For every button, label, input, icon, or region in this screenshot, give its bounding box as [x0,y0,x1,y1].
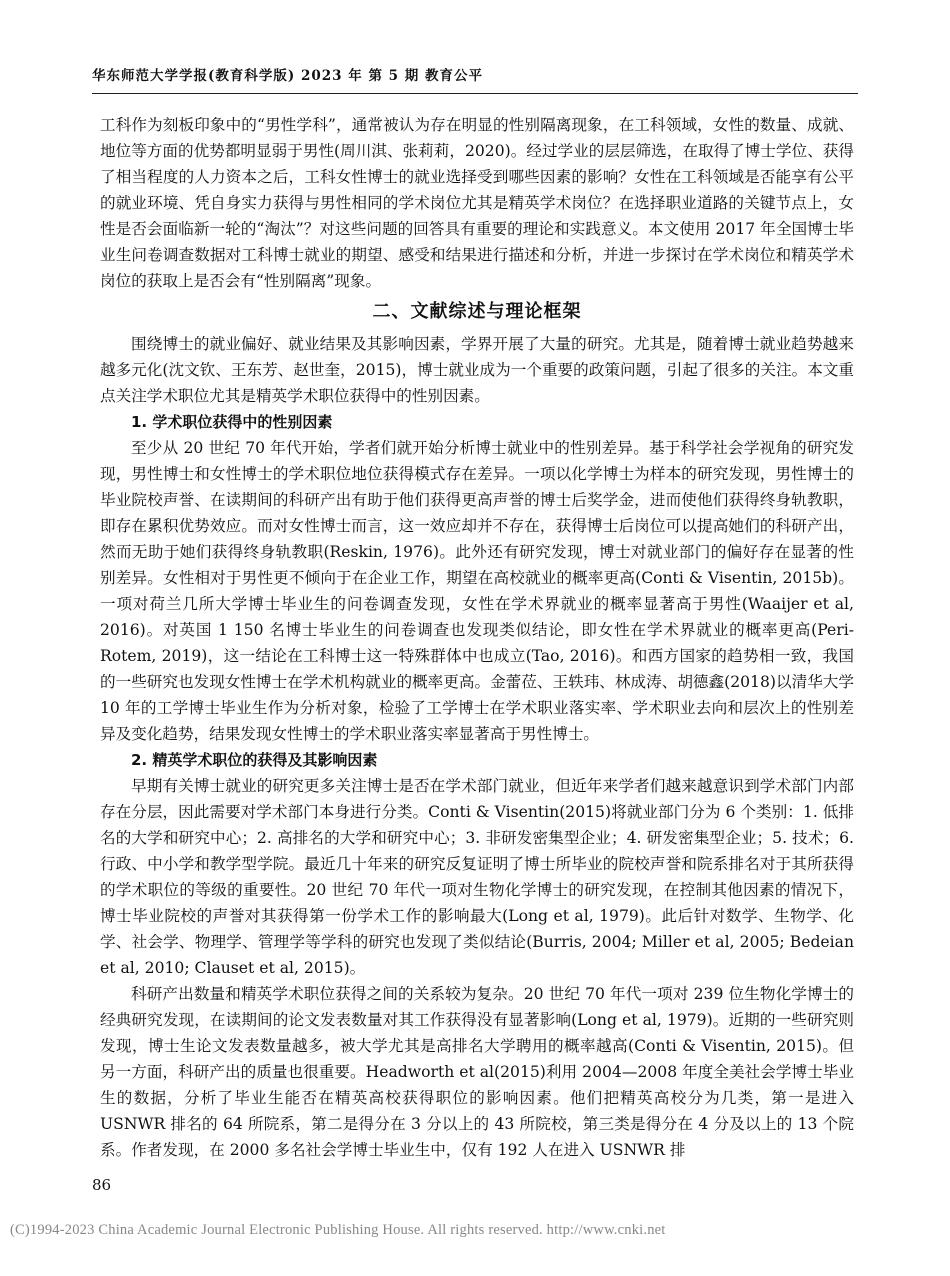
section-title: 二、文献综述与理论框架 [372,301,582,322]
subsection-title-1: 1. 学术职位获得中的性别因素 [131,413,333,431]
intro-paragraph: 工科作为刻板印象中的“男性学科”，通常被认为存在明显的性别隔离现象，在工科领域，女性的数量、成就、地位等方面的优势都明显弱于男性(周川淇、张莉莉，2020)。经过学业的层层筛选，在取得了博士学位、获得了相当程度的人力资本之后，工科女性博士的就业选择受到哪些因素的影响？女性在工科领域是否能享有公平的就业环境、凭自身实力获得与男性相同的学术岗位尤其是精英学术岗位？在选择职业道路的关键节点上，女性是否会面临新一轮的“淘汰”？对这些问题的回答具有重要的理论和实践意义。本文使用 2017 年全国博士毕业生问卷调查数据对工科博士就业的期望、感受和结果进行描述和分析，并进一步探讨在学术岗位和精英学术岗位的获取上是否会有“性别隔离”现象。 [100,116,854,290]
subsection-2-paragraph-2: 科研产出数量和精英学术职位获得之间的关系较为复杂。20 世纪 70 年代一项对 239 位生物化学博士的经典研究发现，在读期间的论文发表数量对其工作获得没有显著影响(Long et al, 1979)。近期的一些研究则发现，博士生论文发表数量越多，被大学尤其是高排名大学聘用的概率越高(Conti & Visentin, 2015)。但另一方面，科研产出的质量也很重要。Headworth et al(2015)利用 2004—2008 年度全美社会学博士毕业生的数据，分析了毕业生能否在精英高校获得职位的影响因素。他们把精英高校分为几类，第一是进入 USNWR 排名的 64 所院系，第二是得分在 3 分以上的 43 所院校，第三类是得分在 4 分及以上的 13 个院系。作者发现，在 2000 多名社会学博士毕业生中，仅有 192 人在进入 USNWR 排 [100,985,854,1159]
article-body [100,112,854,1163]
lit-intro-paragraph: 围绕博士的就业偏好、就业结果及其影响因素，学界开展了大量的研究。尤其是，随着博士就业趋势越来越多元化(沈文钦、王东芳、赵世奎，2015)，博士就业成为一个重要的政策问题，引起了很多的关注。本文重点关注学术职位尤其是精英学术职位获得中的性别因素。 [100,335,854,405]
header-rule [92,93,858,94]
subsection-2-paragraph-1: 早期有关博士就业的研究更多关注博士是否在学术部门就业，但近年来学者们越来越意识到学术部门内部存在分层，因此需要对学术部门本身进行分类。Conti & Visentin(2015)将就业部门分为 6 个类别：1. 低排名的大学和研究中心；2. 高排名的大学和研究中心；3. 非研发密集型企业；4. 研发密集型企业；5. 技术；6. 行政、中小学和教学型学院。最近几十年来的研究反复证明了博士所毕业的院校声誉和院系排名对于其所获得的学术职位的等级的重要性。20 世纪 70 年代一项对生物化学博士的研究发现，在控制其他因素的情况下，博士毕业院校的声誉对其获得第一份学术工作的影响最大(Long et al, 1979)。此后针对数学、生物学、化学、社会学、物理学、管理学等学科的研究也发现了类似结论(Burris, 2004; Miller et al, 2005; Bedeian et al, 2010; Clauset et al, 2015)。 [100,777,854,977]
subsection-title-2: 2. 精英学术职位的获得及其影响因素 [131,751,378,769]
page-number: 86 [92,1176,112,1194]
running-header: 华东师范大学学报(教育科学版) 2023 年 第 5 期 教育公平 [92,68,483,84]
subsection-1-paragraph: 至少从 20 世纪 70 年代开始，学者们就开始分析博士就业中的性别差异。基于科学社会学视角的研究发现，男性博士和女性博士的学术职位地位获得模式存在差异。一项以化学博士为样本的研究发现，男性博士的毕业院校声誉、在读期间的科研产出有助于他们获得更高声誉的博士后奖学金，进而使他们获得终身轨教职，即存在累积优势效应。而对女性博士而言，这一效应却并不存在，获得博士后岗位可以提高她们的科研产出，然而无助于她们获得终身轨教职(Reskin, 1976)。此外还有研究发现，博士对就业部门的偏好存在显著的性别差异。女性相对于男性更不倾向于在企业工作，期望在高校就业的概率更高(Conti & Visentin, 2015b)。一项对荷兰几所大学博士毕业生的问卷调查发现，女性在学术界就业的概率显著高于男性(Waaijer et al, 2016)。对英国 1 150 名博士毕业生的问卷调查也发现类似结论，即女性在学术界就业的概率更高(Peri-Rotem, 2019)，这一结论在工科博士这一特殊群体中也成立(Tao, 2016)。和西方国家的趋势相一致，我国的一些研究也发现女性博士在学术机构就业的概率更高。金蕾莅、王轶玮、林成涛、胡德鑫(2018)以清华大学 10 年的工学博士毕业生作为分析对象，检验了工学博士在学术职业落实率、学术职业去向和层次上的性别差异及变化趋势，结果发现女性博士的学术职业落实率显著高于男性博士。 [100,439,854,743]
copyright-footer: (C)1994-2023 China Academic Journal Electronic Publishing House. All rights reserved. http://www.cnki.net [10,1222,666,1238]
